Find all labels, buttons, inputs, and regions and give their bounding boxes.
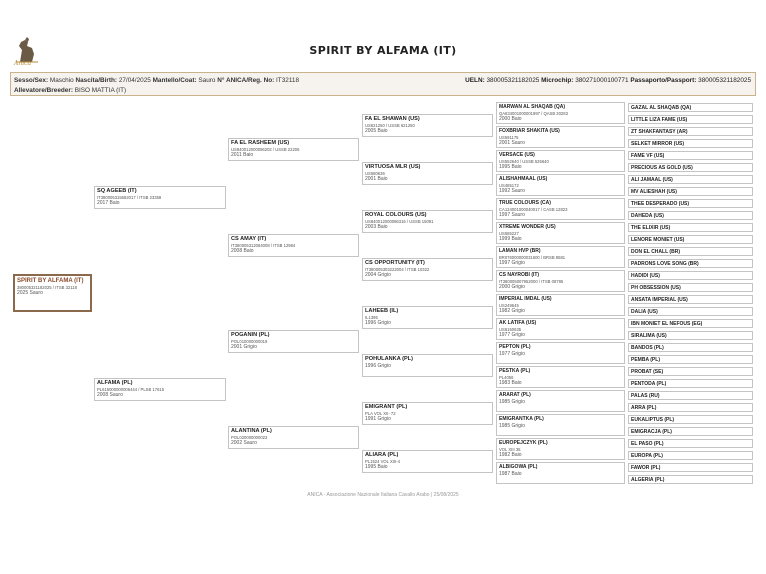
ancestor-name: DALIA (US)	[631, 309, 658, 315]
ancestor-gen5-box	[628, 259, 753, 268]
ancestor-name: TRUE COLOURS (CA)	[499, 200, 551, 206]
ancestor-name: FA EL SHAWAN (US)	[365, 116, 420, 122]
ancestor-gen5-box	[628, 439, 753, 448]
ancestor-codes: POL010000000019	[231, 338, 268, 344]
ancestor-gen3-box	[362, 162, 493, 185]
ancestor-codes: US840012000086316 / USSB 15091	[365, 218, 434, 224]
ancestor-gen3-box	[362, 450, 493, 473]
ancestor-year-coat: 1977 Grigio	[499, 351, 525, 357]
ancestor-codes: IT380005303222004 / ITSB 10322	[365, 266, 430, 272]
ancestor-gen5-box	[628, 103, 753, 112]
ancestor-name: DAHEDA (US)	[631, 213, 664, 219]
ancestor-year-coat: 1991 Grigio	[365, 415, 391, 422]
birth-value: 27/04/2025	[118, 77, 151, 84]
ancestor-codes: US621250 / USSB 621250	[365, 122, 415, 128]
ancestor-year-coat: 2003 Baio	[365, 223, 388, 230]
ancestor-name: CS NAYROBI (IT)	[499, 272, 540, 278]
ancestor-gen4-box	[496, 222, 625, 244]
ancestor-year-coat: 1997 Grigio	[499, 260, 525, 266]
ancestor-name: FAWOR (PL)	[631, 465, 661, 471]
ancestor-codes: POL020000000023	[231, 434, 268, 440]
ancestor-gen5-box	[628, 235, 753, 244]
ancestor-gen5-box	[628, 127, 753, 136]
ancestor-gen5-box	[628, 295, 753, 304]
ancestor-year-coat: 1982 Baio	[499, 452, 522, 458]
info-line-1	[14, 77, 299, 84]
passport-value: 380005321182025	[698, 77, 751, 84]
ancestor-gen4-box	[496, 126, 625, 148]
ancestor-gen3-box	[362, 306, 493, 329]
ancestor-name: SPIRIT BY ALFAMA (IT)	[17, 278, 84, 284]
ancestor-gen4-box	[496, 102, 625, 124]
breeder-value: BISO MATTIA (IT)	[74, 87, 127, 94]
ancestor-codes: PLA VOL XII- 72	[365, 410, 396, 416]
ancestor-gen4-box	[496, 438, 625, 460]
ancestor-gen5-box	[628, 271, 753, 280]
ancestor-gen5-box	[628, 331, 753, 340]
ancestor-name: PEPTON (PL)	[499, 344, 531, 350]
ancestor-codes: US249645	[499, 303, 519, 308]
ancestor-name: ALIARA (PL)	[365, 452, 399, 458]
ancestor-name: ALBIGOWA (PL)	[499, 464, 538, 470]
ancestor-codes: BR076000000031600 / BRSB 8581	[499, 255, 566, 260]
ancestor-gen5-box	[628, 355, 753, 364]
ancestor-codes: CA124001000040017 / CASB 12823	[499, 207, 568, 212]
ancestor-gen1-box	[94, 186, 226, 209]
ancestor-codes: US6150635	[499, 327, 522, 332]
ancestor-gen4-box	[496, 198, 625, 220]
ancestor-gen2-box	[228, 234, 359, 257]
ancestor-name: ALI JAMAAL (US)	[631, 177, 673, 183]
ancestor-name: ARRA (PL)	[631, 405, 657, 411]
ancestor-year-coat: 1996 Grigio	[365, 319, 391, 326]
ancestor-gen4-box	[496, 414, 625, 436]
ancestor-year-coat: 1983 Baio	[499, 380, 522, 386]
ancestor-year-coat: 2011 Baio	[231, 151, 254, 158]
microchip-label: Microchip:	[541, 77, 574, 84]
ancestor-gen4-box	[496, 318, 625, 340]
ancestor-codes: IL1395	[365, 314, 378, 320]
ancestor-gen3-box	[362, 210, 493, 233]
ancestor-gen3-box	[362, 114, 493, 137]
ancestor-year-coat: 2000 Grigio	[499, 284, 525, 290]
ancestor-gen4-box	[496, 342, 625, 364]
ancestor-gen3-box	[362, 258, 493, 281]
ancestor-gen1-box	[94, 378, 226, 401]
ancestor-codes: US840012000056202 / USSB 22206	[231, 146, 300, 152]
ancestor-codes: IT380005315582017 / ITSB 23358	[97, 194, 162, 200]
ancestor-gen4-box	[496, 270, 625, 292]
ancestor-year-coat: 1977 Grigio	[499, 332, 525, 338]
subject-horse-box	[13, 274, 92, 312]
ancestor-gen5-box	[628, 223, 753, 232]
ancestor-name: SQ AGEEB (IT)	[97, 188, 137, 194]
ancestor-gen4-box	[496, 294, 625, 316]
ancestor-gen5-box	[628, 403, 753, 412]
ancestor-name: FOXBRIAR SHAKITA (US)	[499, 128, 560, 134]
ancestor-gen5-box	[628, 175, 753, 184]
ancestor-name: DON EL CHALL (BR)	[631, 249, 680, 255]
ueln-label: UELN:	[465, 77, 485, 84]
ancestor-year-coat: 1992 Sauro	[499, 188, 525, 194]
ancestor-gen5-box	[628, 139, 753, 148]
sex-label: Sesso/Sex:	[14, 77, 49, 84]
ancestor-name: THE ELIXIR (US)	[631, 225, 671, 231]
ancestor-gen5-box	[628, 199, 753, 208]
ancestor-year-coat: 1996 Grigio	[365, 362, 391, 369]
ancestor-name: PALAS (RU)	[631, 393, 660, 399]
logo-text: Anica	[14, 60, 32, 67]
ancestor-year-coat: 2000 Baio	[499, 116, 522, 122]
ancestor-name: LITTLE LIZA FAME (US)	[631, 117, 688, 123]
ancestor-name: VERSACE (US)	[499, 152, 535, 158]
ancestor-gen3-box	[362, 402, 493, 425]
ancestor-name: EMIGRACJA (PL)	[631, 429, 672, 435]
ancestor-name: IMPERIAL IMDAL (US)	[499, 296, 552, 302]
ancestor-name: VIRTUOSA MLR (US)	[365, 164, 421, 170]
ancestor-gen2-box	[228, 138, 359, 161]
ancestor-codes: IT380005007952000 / ITSB 08795	[499, 279, 564, 284]
ancestor-year-coat: 2017 Baio	[97, 199, 120, 206]
ancestor-name: MV ALIESHAH (US)	[631, 189, 677, 195]
ancestor-name: PROBAT (SE)	[631, 369, 664, 375]
footer-text: ANICA - Associazione Nazionale Italiana Cavallo Arabo | 25/08/2025	[307, 492, 459, 498]
ancestor-year-coat: 1987 Baio	[499, 471, 522, 477]
ancestor-name: LAHEEB (IL)	[365, 308, 399, 314]
ancestor-codes: US585227	[499, 231, 519, 236]
ancestor-name: FA EL RASHEEM (US)	[231, 140, 290, 146]
ancestor-name: CS AMAY (IT)	[231, 236, 267, 242]
ancestor-gen4-box	[496, 150, 625, 172]
ancestor-year-coat: 2008 Baio	[231, 247, 254, 254]
ancestor-gen2-box	[228, 330, 359, 353]
ancestor-codes: US580636	[365, 170, 385, 176]
ancestor-gen4-box	[496, 390, 625, 412]
ancestor-name: ZT SHAKFANTASY (AR)	[631, 129, 688, 135]
ancestor-name: ALANTINA (PL)	[231, 428, 272, 434]
ancestor-gen5-box	[628, 283, 753, 292]
ancestor-year-coat: 1995 Baio	[365, 463, 388, 470]
ancestor-year-coat: 1985 Grigio	[499, 399, 525, 405]
ancestor-name: MARWAN AL SHAQAB (QA)	[499, 104, 566, 110]
horse-info-box	[10, 72, 756, 96]
ancestor-gen5-box	[628, 391, 753, 400]
ancestor-gen4-box	[496, 462, 625, 484]
ancestor-name: ALFAMA (PL)	[97, 380, 133, 386]
ancestor-codes: US485172	[499, 183, 519, 188]
ancestor-year-coat: 1995 Baio	[499, 164, 522, 170]
ancestor-name: ANSATA IMPERIAL (US)	[631, 297, 688, 303]
ancestor-gen5-box	[628, 379, 753, 388]
breeder-label: Allevatore/Breeder:	[14, 87, 73, 94]
ancestor-name: EL PASO (PL)	[631, 441, 664, 447]
ancestor-name: BANDOS (PL)	[631, 345, 664, 351]
ancestor-name: PEMBA (PL)	[631, 357, 660, 363]
ancestor-name: AK LATIFA (US)	[499, 320, 537, 326]
ancestor-codes: 380005321182025 / ITSB 32118	[17, 285, 77, 290]
ancestor-year-coat: 1985 Grigio	[499, 423, 525, 429]
ancestor-name: ARARAT (PL)	[499, 392, 531, 398]
ancestor-gen5-box	[628, 451, 753, 460]
birth-label: Nascita/Birth:	[75, 77, 118, 84]
ancestor-year-coat: 1999 Baio	[499, 236, 522, 242]
info-line-2	[14, 87, 126, 94]
ancestor-name: EUROPA (PL)	[631, 453, 663, 459]
ancestor-name: EUROPEJCZYK (PL)	[499, 440, 548, 446]
ancestor-year-coat: 2004 Grigio	[365, 271, 391, 278]
ancestor-name: LENORE MONIET (US)	[631, 237, 685, 243]
ancestor-codes: QA634001000001997 / QASB 20283	[499, 111, 568, 116]
sex-value: Maschio	[49, 77, 74, 84]
microchip-value: 380271000100771	[575, 77, 629, 84]
ancestor-gen4-box	[496, 366, 625, 388]
ancestor-codes: VOL XIII 35	[499, 447, 521, 452]
ancestor-name: SELKET MIRROR (US)	[631, 141, 685, 147]
ancestor-codes: US552640 / USSB 525640	[499, 159, 549, 164]
reg-value: IT32118	[276, 77, 300, 84]
ancestor-gen5-box	[628, 247, 753, 256]
ancestor-gen4-box	[496, 246, 625, 268]
ancestor-gen5-box	[628, 427, 753, 436]
ancestor-year-coat: 1997 Sauro	[499, 212, 525, 218]
ancestor-name: PADRONS LOVE SONG (BR)	[631, 261, 699, 267]
ancestor-name: ALGERIA (PL)	[631, 477, 665, 483]
info-ids	[465, 77, 751, 84]
ancestor-gen5-box	[628, 163, 753, 172]
ancestor-name: XTREME WONDER (US)	[499, 224, 556, 230]
ancestor-name: EMIGRANT (PL)	[365, 404, 408, 410]
ancestor-year-coat: 2001 Sauro	[499, 140, 525, 146]
ancestor-gen5-box	[628, 187, 753, 196]
coat-label: Mantello/Coat:	[152, 77, 197, 84]
ancestor-gen5-box	[628, 151, 753, 160]
ancestor-name: PRECIOUS AS GOLD (US)	[631, 165, 693, 171]
ancestor-year-coat: 2001 Baio	[365, 175, 388, 182]
ancestor-gen5-box	[628, 115, 753, 124]
ancestor-name: PESTKA (PL)	[499, 368, 531, 374]
ancestor-name: EUKALIPTUS (PL)	[631, 417, 675, 423]
ancestor-gen5-box	[628, 307, 753, 316]
page-title: SPIRIT BY ALFAMA (IT)	[309, 44, 457, 57]
ancestor-name: ROYAL COLOURS (US)	[365, 212, 427, 218]
ancestor-gen5-box	[628, 211, 753, 220]
ancestor-codes: IT380005312084008 / ITSB 12984	[231, 242, 296, 248]
ancestor-gen3-box	[362, 354, 493, 377]
ancestor-codes: US591175	[499, 135, 519, 140]
ancestor-year-coat: 2001 Grigio	[231, 343, 257, 350]
ancestor-name: PH OBSESSION (US)	[631, 285, 681, 291]
coat-value: Sauro	[198, 77, 216, 84]
ancestor-name: HADIDI (US)	[631, 273, 660, 279]
ancestor-name: IBN MONIET EL NEFOUS (EG)	[631, 321, 703, 327]
ancestor-codes: PL1524 VOL XIII-4	[365, 458, 400, 464]
ancestor-name: SIRALIMA (US)	[631, 333, 667, 339]
ancestor-codes: PL4056	[499, 375, 514, 380]
passport-label: Passaporto/Passport:	[630, 77, 697, 84]
ancestor-gen5-box	[628, 319, 753, 328]
ueln-value: 380005321182025	[486, 77, 540, 84]
ancestor-gen5-box	[628, 367, 753, 376]
ancestor-gen5-box	[628, 463, 753, 472]
ancestor-name: EMIGRANTKA (PL)	[499, 416, 544, 422]
ancestor-gen5-box	[628, 343, 753, 352]
ancestor-gen4-box	[496, 174, 625, 196]
ancestor-year-coat: 2005 Baio	[365, 127, 388, 134]
ancestor-gen2-box	[228, 426, 359, 449]
ancestor-codes: PL616000000006444 / PLSB 17615	[97, 386, 165, 392]
ancestor-name: ALISHAHMAAL (US)	[499, 176, 548, 182]
ancestor-name: PENTODA (PL)	[631, 381, 667, 387]
ancestor-year-coat: 2002 Sauro	[231, 439, 257, 446]
ancestor-name: FAME VF (US)	[631, 153, 665, 159]
ancestor-name: LAMAN HVP (BR)	[499, 248, 541, 254]
ancestor-year-coat: 2025 Sauro	[17, 290, 43, 296]
ancestor-year-coat: 2008 Sauro	[97, 391, 123, 398]
ancestor-name: THEE DESPERADO (US)	[631, 201, 690, 207]
ancestor-gen5-box	[628, 415, 753, 424]
ancestor-name: CS OPPORTUNITY (IT)	[365, 260, 425, 266]
ancestor-year-coat: 1982 Grigio	[499, 308, 525, 314]
ancestor-name: POGANIN (PL)	[231, 332, 270, 338]
ancestor-name: GAZAL AL SHAQAB (QA)	[631, 105, 692, 111]
ancestor-name: POHULANKA (PL)	[365, 356, 413, 362]
ancestor-gen5-box	[628, 475, 753, 484]
reg-label: N° ANICA/Reg. No:	[217, 77, 275, 84]
